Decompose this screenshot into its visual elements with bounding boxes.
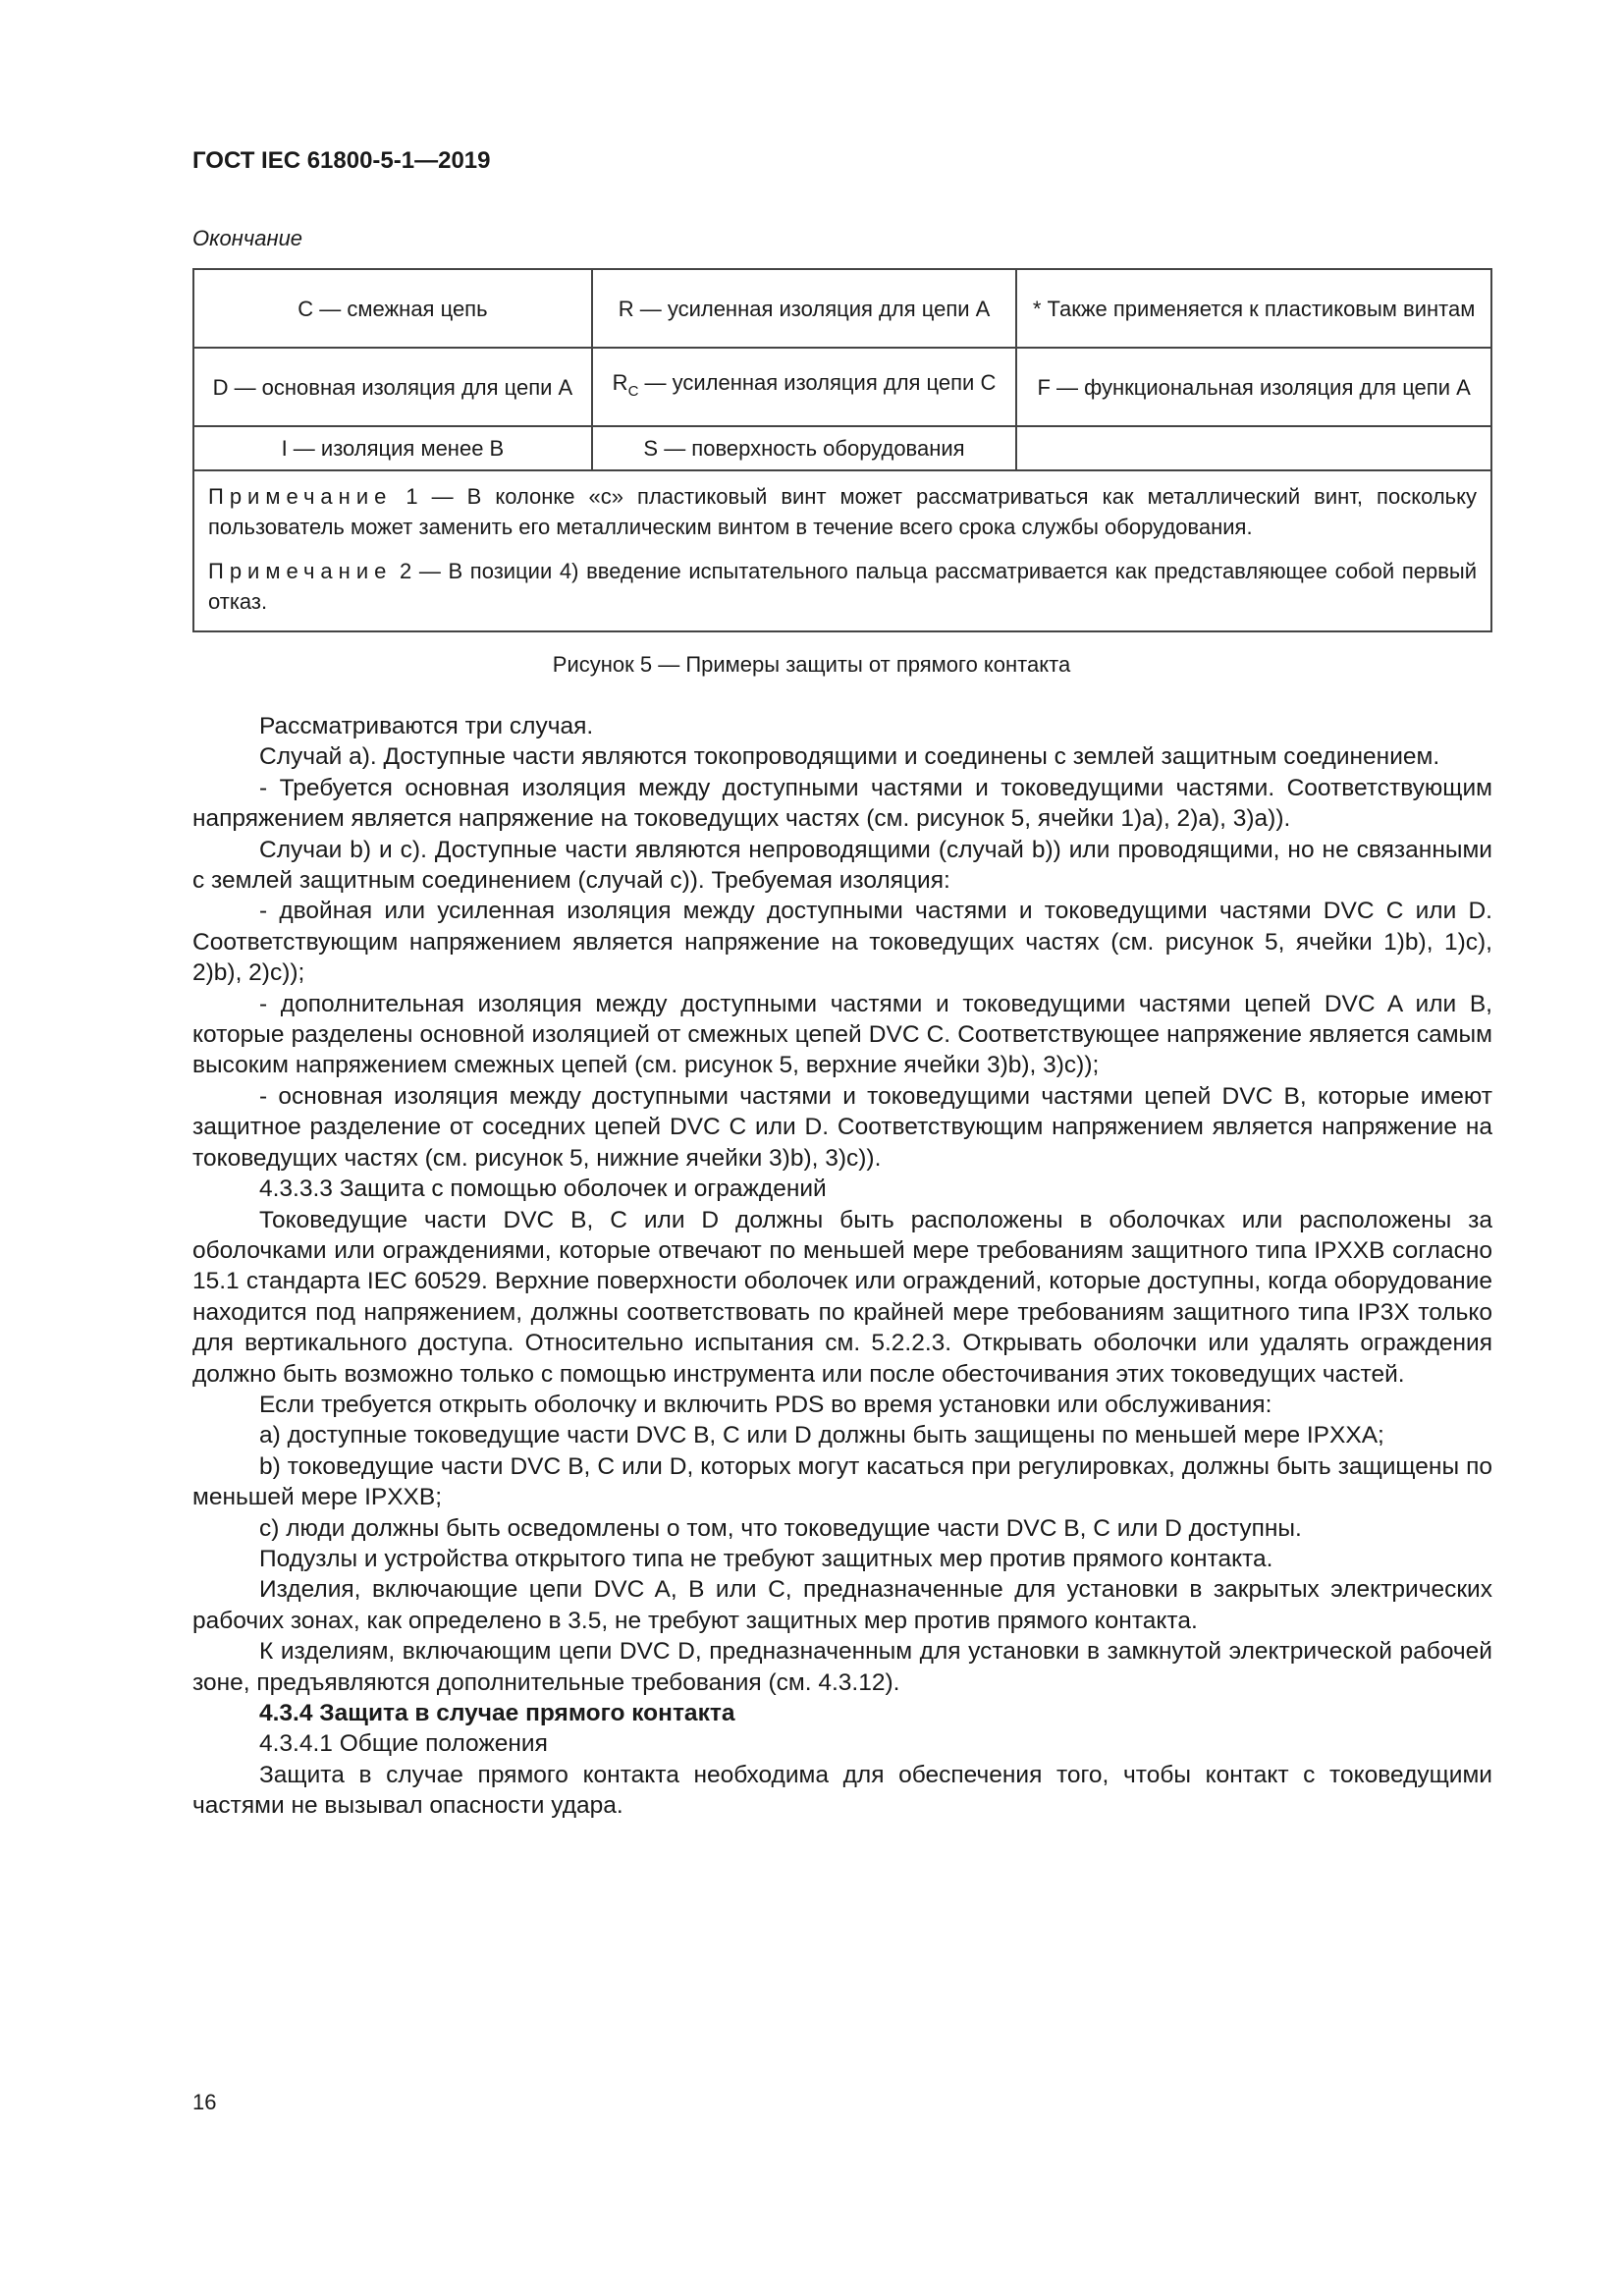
legend-text: — усиленная изоляция для цепи С [638,370,997,395]
paragraph: Защита в случае прямого контакта необходима для обеспечения того, чтобы контакт с токоведущими частями не вызывал опасности удара. [192,1761,1492,1820]
table-continuation-label: Окончание [192,226,303,250]
paragraph: Токоведущие части DVC B, C или D должны быть расположены в оболочках или расположены за оболочками или ограждениями, которые отвечают по меньшей мере требованиям защитного типа IPXXB согласно 15.1 стандарта IEC 60529. Верхние поверхности оболочек или ограждений, которые доступны, когда оборудование находится под напряжением, должны соответствовать по крайней мере требованиям защитного типа IP3X только для вертикального доступа. Относительно испытания см. 5.2.2.3. Открывать оболочки или удалять ограждения должно быть возможно только с помощью инструмента или после обесточивания этих токоведущих частей. [192,1206,1492,1388]
list-item: a) доступные токоведущие части DVC B, C или D должны быть защищены по меньшей мере IPXXA; [259,1422,1384,1449]
document-header: ГОСТ IEC 61800-5-1—2019 [192,147,491,174]
symbol-letter: R [612,370,628,395]
list-item: c) люди должны быть осведомлены о том, что токоведущие части DVC B, C или D доступны. [259,1514,1302,1542]
list-item: b) токоведущие части DVC B, C или D, которых могут касаться при регулировках, должны быть защищены по меньшей мере IPXXB; [192,1452,1492,1511]
legend-cell: D — основная изоляция для цепи А [193,348,592,426]
legend-table [192,268,1492,632]
legend-cell: S — поверхность оборудования [592,426,1016,470]
section-heading: 4.3.4 Защита в случае прямого контакта [259,1700,735,1726]
paragraph: Изделия, включающие цепи DVC A, B или C, предназначенные для установки в закрытых электрических рабочих зонах, как определено в 3.5, не требуют защитных мер против прямого контакта. [192,1576,1492,1634]
paragraph: - двойная или усиленная изоляция между доступными частями и токоведущими частями DVC C или D. Соответствующим напряжением является напряжение на токоведущих частях (см. рисунок 5, ячейки 1)b), 1)c), 2)b), 2)c)); [192,898,1492,987]
legend-row [193,348,1491,426]
legend-cell: * Также применяется к пластиковым винтам [1016,269,1491,348]
legend-cell: R — усиленная изоляция для цепи А [592,269,1016,348]
paragraph: - основная изоляция между доступными частями и токоведущими частями цепей DVC B, которые имеют защитное разделение от соседних цепей DVC C или D. Соответствующим напряжением является напряжение на токоведущих частях (см. рисунок 5, нижние ячейки 3)b), 3)c)). [192,1082,1492,1172]
legend-notes-row [193,470,1491,631]
note-label: Примечание [208,484,393,509]
paragraph: Рассматриваются три случая. [259,713,594,739]
paragraph: Случаи b) и c). Доступные части являются непроводящими (случай b)) или проводящими, но не связанными с землей защитным соединением (случай c)). Требуемая изоляция: [192,836,1492,895]
paragraph: Если требуется открыть оболочку и включить PDS во время установки или обслуживания: [259,1391,1272,1418]
figure-caption: Рисунок 5 — Примеры защиты от прямого контакта [552,652,1071,677]
legend-cell [1016,426,1491,470]
legend-cell: I — изоляция менее В [193,426,592,470]
paragraph: - дополнительная изоляция между доступными частями и токоведущими частями цепей DVC A или B, которые разделены основной изоляцией от смежных цепей DVC C. Соответствующее напряжение является самым высоким напряжением смежных цепей (см. рисунок 5, верхние ячейки 3)b), 3)c)); [192,990,1492,1079]
legend-row [193,269,1491,348]
legend-cell: С — смежная цепь [193,269,592,348]
note-text: 2 — В позиции 4) введение испытательного пальца рассматривается как представляющее собой первый отказ. [208,559,1477,614]
subsection-heading: 4.3.4.1 Общие положения [259,1730,548,1758]
note-label: Примечание [208,559,393,583]
legend-cell: F — функциональная изоляция для цепи А [1016,348,1491,426]
paragraph: Подузлы и устройства открытого типа не требуют защитных мер против прямого контакта. [259,1545,1273,1572]
body-text [192,711,1492,1822]
page-number: 16 [192,2090,217,2114]
paragraph: Случай а). Доступные части являются токопроводящими и соединены с землей защитным соединением. [259,743,1440,771]
symbol-subscript: C [627,383,639,400]
paragraph: К изделиям, включающим цепи DVC D, предназначенным для установки в замкнутой электрической рабочей зоне, предъявляются дополнительные требования (см. 4.3.12). [192,1638,1492,1696]
note-text: 1 — В колонке «с» пластиковый винт может рассматриваться как металлический винт, поскольку пользователь может заменить его металлическим винтом в течение всего срока службы оборудования. [208,484,1477,539]
notes-cell [193,470,1491,631]
note-1 [208,481,1477,542]
legend-cell [592,348,1016,426]
note-2 [208,556,1477,617]
subsection-heading: 4.3.3.3 Защита с помощью оболочек и ограждений [259,1175,827,1203]
legend-row [193,426,1491,470]
paragraph: - Требуется основная изоляция между доступными частями и токоведущими частями. Соответствующим напряжением является напряжение на токоведущих частях (см. рисунок 5, ячейки 1)a), 2)a), 3)a)). [192,774,1492,833]
